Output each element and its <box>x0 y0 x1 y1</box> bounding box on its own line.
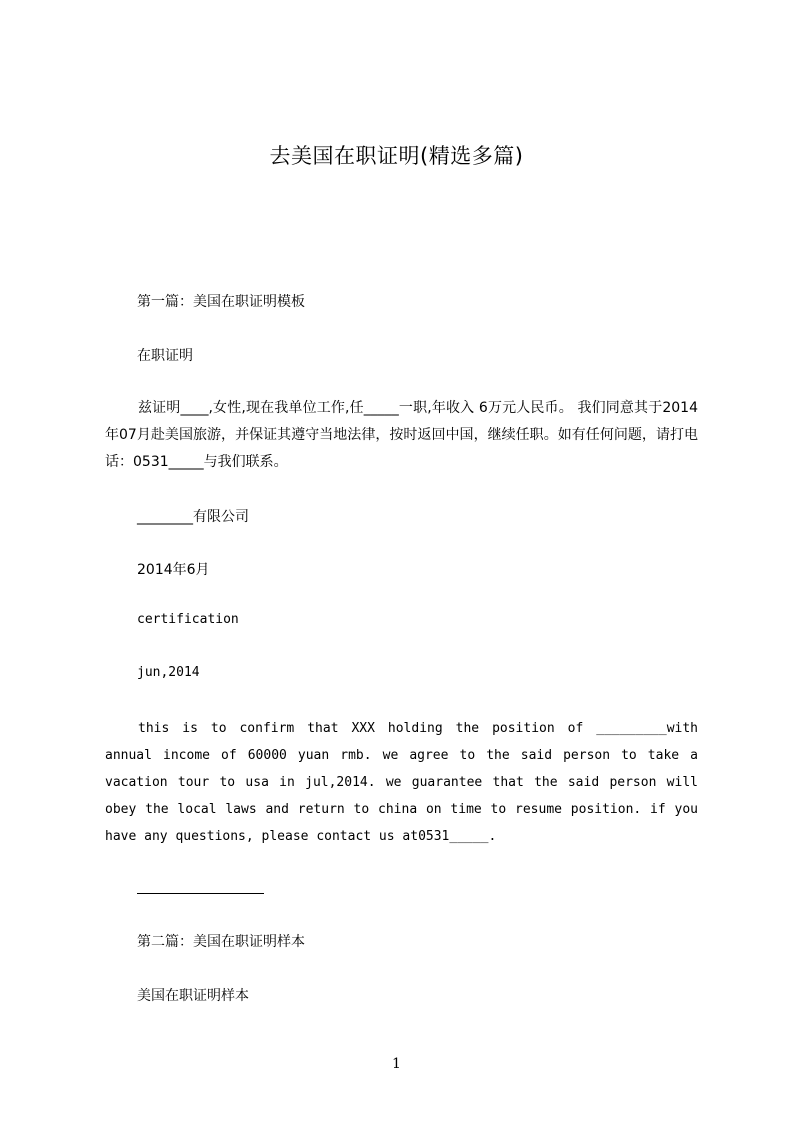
section2-subheading: 美国在职证明样本 <box>137 988 249 1004</box>
section2-heading: 第二篇：美国在职证明样本 <box>137 934 305 950</box>
section1-heading: 第一篇：美国在职证明模板 <box>137 294 305 310</box>
cert-heading-cn: 在职证明 <box>137 348 193 364</box>
company-line: ________有限公司 <box>137 509 249 525</box>
cn-body-paragraph: 兹证明____,女性,现在我单位工作,任_____一职,年收入 6万元人民币。 我们同意其于2014年07月赴美国旅游，并保证其遵守当地法律，按时返回中国，继续任职。如有任何问题，请打电话：0531_____与我们联系。 <box>105 400 698 470</box>
document-title: 去美国在职证明(精选多篇) <box>269 144 524 168</box>
date-cn: 2014年6月 <box>137 562 210 578</box>
date-en: jun,2014 <box>137 665 200 680</box>
signature-rule <box>137 893 264 894</box>
page-number: 1 <box>392 1056 401 1072</box>
en-body-paragraph: this is to confirm that XXX holding the position of _________with annual income of 60000 yuan rmb. we agree to the said person to take a vacation tour to usa in jul,2014. we guarantee that the said person will obey the local laws and return to china on time to resume position. if you have any questions, please contact us at0531_____. <box>105 721 698 844</box>
cert-heading-en: certification <box>137 612 239 627</box>
